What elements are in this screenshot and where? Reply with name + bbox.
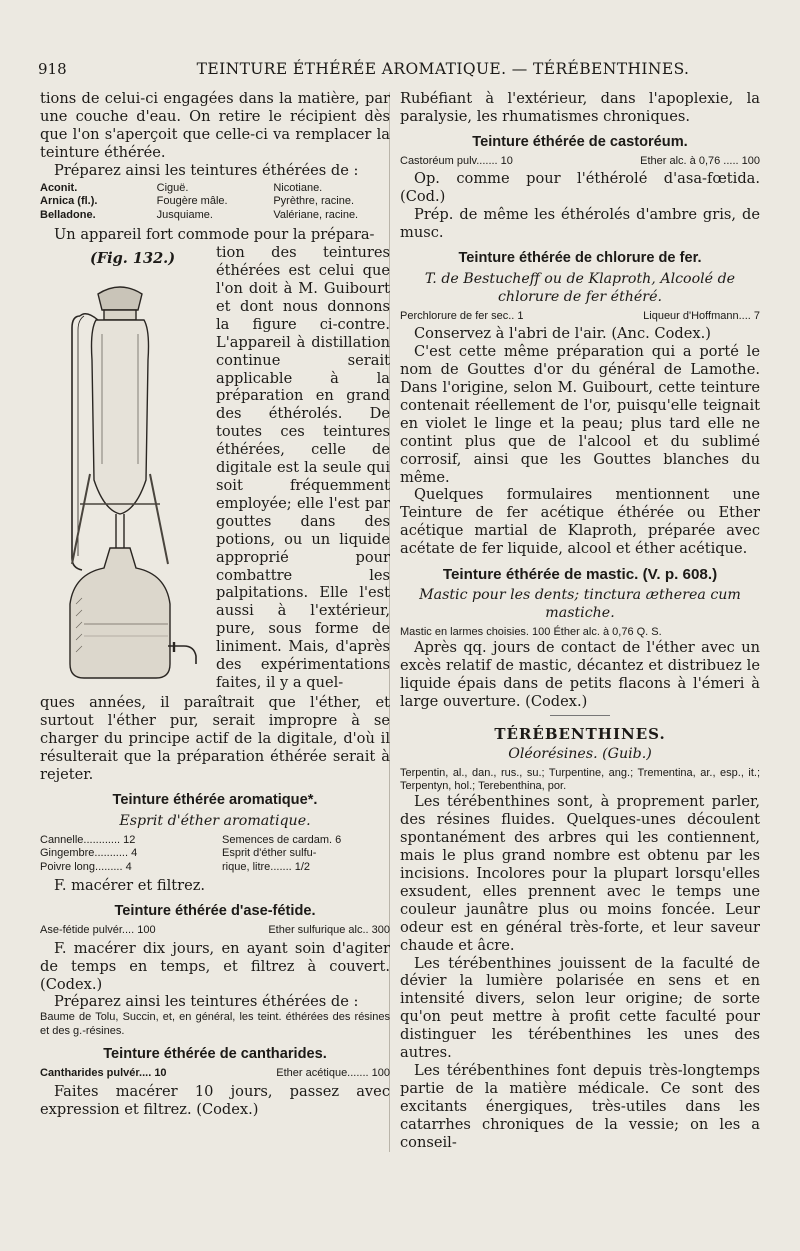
ingredient-line: [400, 155, 760, 169]
running-head: TEINTURE ÉTHÉRÉE AROMATIQUE. — TÉRÉBENTHINES.: [196, 60, 690, 78]
ingredient-table: [40, 834, 390, 875]
ingredient-line: Mastic en larmes choisies. 100 Éther alc. à 0,76 Q. S.: [400, 625, 662, 638]
plant-item: Arnica (fl.).: [40, 195, 98, 208]
paragraph: Préparez ainsi les teintures éthérées de :: [54, 161, 359, 179]
paragraph: Op. comme pour l'éthérolé d'asa-fœtida. (Cod.): [400, 170, 760, 206]
ingredient-line: [40, 924, 390, 938]
distillation-apparatus-illustration: [40, 244, 210, 694]
paragraph: Conservez à l'abri de l'air. (Anc. Codex.): [414, 325, 711, 343]
section-subheading: T. de Bestucheff ou de Klaproth, Alcoolé de chlorure de fer éthéré.: [424, 270, 736, 305]
section-heading: Teinture éthérée de mastic. (V. p. 608.): [442, 566, 718, 584]
plant-item: Ciguë.: [156, 181, 189, 194]
ingredient-line: Esprit d'éther sulfu-: [222, 847, 317, 860]
section-heading: Teinture éthérée de chlorure de fer.: [458, 249, 702, 266]
paragraph: Les térébenthines font depuis très-longtemps partie de la matière médicale. Ce sont des excitants énergiques, très-utiles dans les catarrhes chroniques de la vessie; on les a conseil-: [400, 1062, 760, 1151]
paragraph: ques années, il paraîtrait que l'éther, et surtout l'éther pur, serait impropre à se charger du principe actif de la digitale, d'où il résulterait que la préparation éthérée serait à rejeter.: [40, 694, 390, 783]
plant-list: [40, 182, 390, 223]
section-subheading: Esprit d'éther aromatique.: [119, 812, 311, 829]
ingredient-col-left: [40, 834, 208, 875]
synonym-list: Terpentin, al., dan., rus., su.; Turpentine, ang.; Trementina, ar., esp., it.; Terpentyn, hol.; Terebenthina, por.: [400, 766, 760, 792]
page-number: 918: [38, 60, 67, 78]
section-heading: Teinture éthérée aromatique*.: [112, 791, 318, 808]
paragraph: Les térébenthines sont, à proprement parler, des résines fluides. Quelques-unes découlent spontanément des arbres qui les contiennent, mais le plus grand nombre est obtenu par les incisions. Incolores pour la plupart lorsqu'elles exsudent, elles prennent avec le temps une couleur jaunâtre plus ou moins foncée. Leur odeur est en général très-forte, et leur saveur chaude et âcre.: [400, 793, 760, 954]
plant-item: Nicotiane.: [273, 181, 323, 194]
paragraph-small: Baume de Tolu, Succin, et, en général, les teint. éthérées des résines et des g.-résines.: [40, 1011, 390, 1037]
paragraph: Prép. de même les éthérolés d'ambre gris, de musc.: [400, 206, 760, 242]
paragraph: tion des teintures éthérées est celui que l'on doit à M. Guibourt et dont nous donnons la figure ci-contre. L'appareil à distillation continue serait applicable à la préparation en grand des éthérolés. De toutes ces teintures éthérées, celle de digitale est la seule qui soit fréquemment employée; elle l'est par gouttes dans des potions, ou un liquide approprié pour combattre les palpitations. Elle l'est aussi à l'extérieur, pure, sous forme de liniment. Mais, d'après des expérimentations faites, il y a quel-: [216, 244, 390, 691]
ingredient: Cantharides pulvér.... 10: [40, 1067, 167, 1080]
ingredient: Perchlorure de fer sec.. 1: [400, 309, 524, 322]
page-header: [38, 60, 768, 82]
ingredient-line: [40, 1067, 390, 1081]
ingredient: Liqueur d'Hoffmann.... 7: [643, 309, 760, 322]
left-column: [40, 90, 390, 1119]
divider: [550, 715, 610, 716]
figure-132: [40, 244, 210, 694]
ingredient-line: [400, 310, 760, 324]
paragraph: Les térébenthines jouissent de la faculté de dévier la lumière polarisée en sens et en intensité divers, selon leur origine; de sorte qu'on peut mettre à profit cette faculté pour distinguer les térébenthines les unes des autres.: [400, 954, 760, 1062]
paragraph: Préparez ainsi les teintures éthérées de :: [54, 993, 359, 1011]
paragraph: C'est cette même préparation qui a porté le nom de Gouttes d'or du général de Lamothe. Dans l'origine, selon M. Guibourt, cette teinture contenait réellement de l'or, puisqu'elle teignait en violet le linge et la peau; plus tard elle ne contint plus que de l'alcool et du sublimé corrosif, ainsi que les Gouttes blanches du même.: [400, 343, 760, 486]
paragraph: F. macérer et filtrez.: [54, 877, 206, 895]
figure-block: [40, 244, 390, 694]
right-column: [400, 90, 760, 1152]
paragraph: Un appareil fort commode pour la prépara-: [54, 226, 375, 244]
ingredient: Ether acétique....... 100: [276, 1067, 390, 1080]
ingredient-line: Gingembre........... 4: [40, 847, 138, 860]
section-subheading: Mastic pour les dents; tinctura ætherea cum mastiche.: [419, 586, 741, 621]
plant-item: Fougère mâle.: [156, 195, 228, 208]
ingredient: Ether alc. à 0,76 ..... 100: [640, 154, 760, 167]
plant-item: Pyrèthre, racine.: [273, 195, 355, 208]
ingredient: Castoréum pulv....... 10: [400, 154, 513, 167]
ingredient-line: rique, litre....... 1/2: [222, 860, 311, 873]
ingredient: Ase-fétide pulvér.... 100: [40, 924, 156, 937]
ingredient: Ether sulfurique alc.. 300: [268, 924, 390, 937]
paragraph: Rubéfiant à l'extérieur, dans l'apoplexie, la paralysie, les rhumatismes chroniques.: [400, 90, 760, 125]
figure-caption: (Fig. 132.): [90, 250, 176, 268]
plant-item: Valériane, racine.: [273, 208, 359, 221]
chapter-title: TÉRÉBENTHINES.: [494, 724, 666, 743]
plant-item: Belladone.: [40, 208, 96, 221]
paragraph: Quelques formulaires mentionnent une Teinture de fer acétique éthérée ou Ether acétique martial de Klaproth, préparée avec acétate de fer liquide, alcool et éther acétique.: [400, 486, 760, 558]
section-subheading: Oléorésines. (Guib.): [508, 745, 652, 762]
section-heading: Teinture éthérée de castoréum.: [472, 133, 688, 150]
ingredient-col-right: [222, 834, 390, 875]
paragraph: tions de celui-ci engagées dans la matière, par une couche d'eau. On retire le récipient dès que l'on s'aperçoit que celle-ci va remplacer la teinture éthérée.: [40, 90, 390, 161]
plant-item: Jusquiame.: [156, 208, 213, 221]
ingredient-line: Cannelle............ 12: [40, 833, 136, 846]
ingredient-line: Poivre long......... 4: [40, 860, 132, 873]
paragraph: Après qq. jours de contact de l'éther avec un excès relatif de mastic, décantez et distribuez le liquide épais dans de petits flacons à l'émeri à large ouverture. (Codex.): [400, 639, 760, 710]
section-heading: Teinture éthérée de cantharides.: [103, 1046, 327, 1063]
paragraph: F. macérer dix jours, en ayant soin d'agiter de temps en temps, et filtrez à couvert. (Codex.): [40, 939, 390, 993]
plant-item: Aconit.: [40, 181, 78, 194]
paragraph: Faites macérer 10 jours, passez avec expression et filtrez. (Codex.): [40, 1082, 390, 1118]
ingredient-line: Semences de cardam. 6: [222, 833, 342, 846]
section-heading: Teinture éthérée d'ase-fétide.: [114, 903, 316, 920]
